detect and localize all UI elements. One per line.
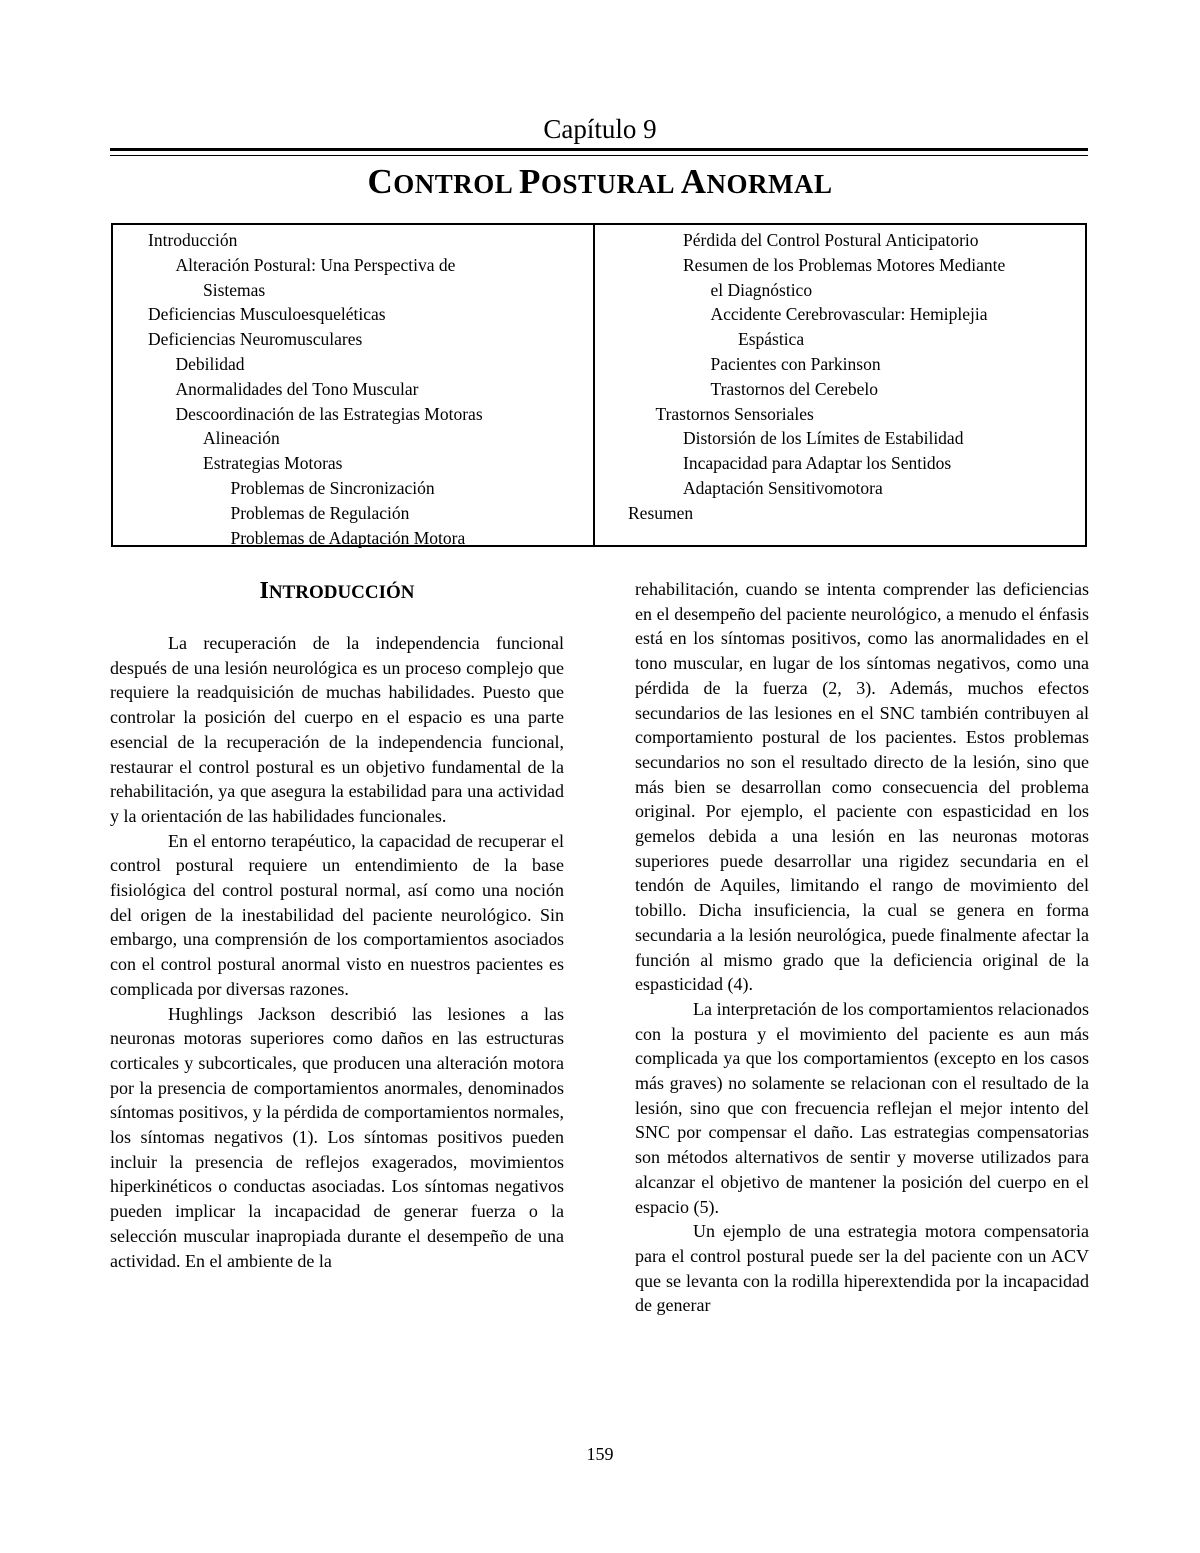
body-paragraph: La interpretación de los comportamientos relacionados con la postura y el movimiento del paciente es aun más complicada ya que los comportamientos (excepto en los casos más graves) no solamente se relacionan con el resultado de la lesión, sino que con frecuencia reflejan el mejor intento del SNC por compensar el daño. Las estrategias compensatorias son métodos alternativos de sentir y moverse utilizados para alcanzar el objetivo de mantener la posición del cuerpo en el espacio (5).	[635, 998, 1089, 1217]
toc-entry: Deficiencias Neuromusculares	[148, 329, 363, 350]
toc-divider	[593, 225, 595, 545]
toc-entry: Accidente Cerebrovascular: Hemiplejia	[710, 304, 988, 325]
header-rule-bottom	[110, 155, 1088, 156]
toc-entry: Alineación	[203, 428, 280, 449]
toc-entry: Introducción	[148, 230, 238, 250]
chapter-title	[0, 162, 1200, 204]
section-heading-rest: NTRODUCCIÓN	[268, 582, 415, 603]
body-paragraph: rehabilitación, cuando se intenta comprender las deficiencias en el desempeño del paciente neurológico, a menudo el énfasis está en los síntomas positivos, como las anormalidades en el tono muscular, en lugar de los síntomas negativos, como una pérdida de la fuerza (2, 3). Además, muchos efectos secundarios de las lesiones en el SNC también contribuyen al comportamiento postural de los pacientes. Estos problemas secundarios no son el resultado directo de la lesión, sino que más bien se desarrollan como consecuencia del problema original. Por ejemplo, el paciente con espasticidad en los gemelos debida a una lesión en las neuronas motoras superiores puede desarrollar una rigidez secundaria en el tendón de Aquiles, limitando el rango de movimiento del tobillo. Dicha insuficiencia, la cual se genera en forma secundaria a la lesión neurológica, puede finalmente afectar la función al mismo grado que la deficiencia original de la espasticidad (4).	[635, 579, 1089, 995]
toc-entry: Descoordinación de las Estrategias Motoras	[175, 403, 483, 424]
title-word-rest: ONTROL	[393, 169, 512, 199]
title-word-initial: C	[367, 162, 394, 201]
body-paragraph: La recuperación de la independencia funcional después de una lesión neurológica es un proceso complejo que requiere la readquisición de muchas habilidades. Puesto que controlar la posición del cuerpo en el espacio es una parte esencial de la recuperación de la independencia funcional, restaurar el control postural es un objetivo fundamental de la rehabilitación, ya que asegura la estabilidad para una actividad y la orientación de las habilidades funcionales.	[110, 633, 564, 826]
toc-entry: Trastornos del Cerebelo	[710, 378, 879, 399]
toc-entry: Adaptación Sensitivomotora	[683, 477, 883, 498]
toc-entry: Problemas de Regulación	[230, 502, 410, 523]
section-heading	[110, 577, 564, 607]
toc-entry: Debilidad	[175, 353, 245, 374]
chapter-label: Capítulo 9	[543, 114, 657, 144]
body-column-left	[110, 577, 564, 1273]
toc-entry: Resumen	[628, 502, 694, 523]
toc-entry: Distorsión de los Límites de Estabilidad	[683, 428, 964, 449]
right-paragraphs	[635, 577, 1089, 1318]
toc-entry: Sistemas	[203, 279, 266, 300]
toc-entry: Problemas de Sincronización	[230, 477, 435, 498]
toc-column-left	[148, 228, 483, 550]
title-word	[680, 162, 833, 201]
toc-entry: Pérdida del Control Postural Anticipatorio	[683, 230, 979, 250]
title-word	[519, 162, 674, 201]
table-of-contents	[111, 223, 1087, 547]
page-number: 159	[586, 1444, 614, 1464]
left-paragraphs	[110, 631, 564, 1273]
toc-entry: Deficiencias Musculoesqueléticas	[148, 304, 386, 325]
title-word-initial: A	[680, 162, 707, 201]
body-paragraph: En el entorno terapéutico, la capacidad de recuperar el control postural requiere un entendimiento de la base fisiológica del control postural normal, así como una noción del origen de la inestabilidad del paciente neurológico. Sin embargo, una comprensión de los comportamientos asociados con el control postural anormal visto en nuestros pacientes es complicada por diversas razones.	[110, 830, 564, 999]
toc-entry: Incapacidad para Adaptar los Sentidos	[683, 453, 952, 474]
title-word	[367, 162, 512, 201]
title-word-initial: P	[519, 162, 541, 201]
header-rule-top	[110, 148, 1088, 151]
section-heading-initial: I	[259, 578, 269, 604]
toc-entry: el Diagnóstico	[710, 279, 813, 300]
toc-entry: Alteración Postural: Una Perspectiva de	[175, 254, 456, 275]
title-word-rest: NORMAL	[706, 169, 833, 199]
toc-entry: Resumen de los Problemas Motores Mediante	[683, 254, 1006, 275]
toc-entry: Estrategias Motoras	[203, 453, 343, 474]
body-paragraph: Un ejemplo de una estrategia motora compensatoria para el control postural puede ser la del paciente con un ACV que se levanta con la rodilla hiperextendida por la incapacidad de generar	[635, 1221, 1089, 1316]
toc-entry: Anormalidades del Tono Muscular	[175, 378, 419, 399]
body-paragraph: Hughlings Jackson describió las lesiones a las neuronas motoras superiores como daños en las estructuras corticales y subcorticales, que producen una alteración motora por la presencia de comportamientos anormales, denominados síntomas positivos, y la pérdida de comportamientos normales, los síntomas negativos (1). Los síntomas positivos pueden incluir la presencia de reflejos exagerados, movimientos hiperkinéticos o conductas asociadas. Los síntomas negativos pueden implicar la incapacidad de generar fuerza o la selección muscular inapropiada durante el desempeño de una actividad. En el ambiente de la	[110, 1003, 564, 1271]
toc-column-right	[628, 228, 1005, 526]
toc-entry: Problemas de Adaptación Motora	[230, 527, 466, 548]
title-word-rest: OSTURAL	[540, 169, 674, 199]
toc-entry: Espástica	[738, 329, 805, 350]
toc-entry: Trastornos Sensoriales	[655, 403, 814, 424]
toc-entry: Pacientes con Parkinson	[710, 353, 881, 374]
body-column-right	[635, 577, 1089, 1318]
